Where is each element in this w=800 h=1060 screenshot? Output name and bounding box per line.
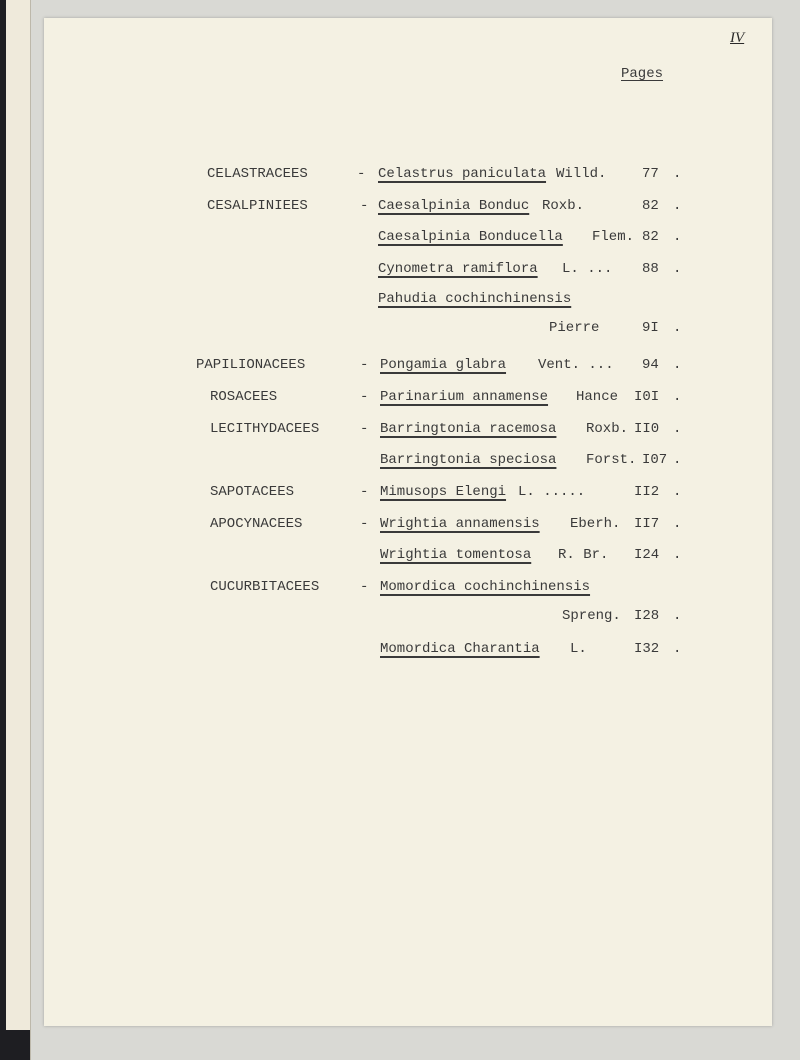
author: R. Br.: [558, 547, 609, 563]
page-ref: 82: [642, 198, 659, 214]
page-ref: II0: [634, 421, 660, 437]
dash: -: [360, 579, 369, 595]
document-page: [44, 18, 772, 1026]
page-ref: 94: [642, 357, 659, 373]
species-name: Momordica Charantia: [380, 641, 540, 657]
row-dot: .: [673, 547, 682, 563]
family-name: CELASTRACEES: [207, 166, 308, 182]
author: Flem.: [592, 229, 635, 245]
pages-column-header: Pages: [621, 66, 664, 82]
species-name: Parinarium annamense: [380, 389, 549, 405]
species-name: Barringtonia racemosa: [380, 421, 557, 437]
author: L. .....: [518, 484, 586, 500]
page-ref: II2: [634, 484, 660, 500]
species-name: Caesalpinia Bonduc: [378, 198, 530, 214]
row-dot: .: [673, 641, 682, 657]
page-ref: II7: [634, 516, 660, 532]
family-name: LECITHYDACEES: [210, 421, 320, 437]
row-dot: .: [673, 608, 682, 624]
species-name: Pahudia cochinchinensis: [378, 291, 572, 307]
family-name: CESALPINIEES: [207, 198, 308, 214]
family-name: CUCURBITACEES: [210, 579, 320, 595]
row-dot: .: [673, 421, 682, 437]
author: Pierre: [549, 320, 600, 336]
page-ref: 77: [642, 166, 659, 182]
author: Eberh.: [570, 516, 621, 532]
page-ref: I24: [634, 547, 660, 563]
row-dot: .: [673, 389, 682, 405]
species-name: Barringtonia speciosa: [380, 452, 557, 468]
family-name: ROSACEES: [210, 389, 278, 405]
dash: -: [360, 357, 369, 373]
author: Roxb.: [586, 421, 629, 437]
row-dot: .: [673, 229, 682, 245]
page-ref: I07: [642, 452, 668, 468]
species-name: Wrightia annamensis: [380, 516, 540, 532]
page-ref: 9I: [642, 320, 659, 336]
author: Spreng.: [562, 608, 621, 624]
page-ref: 88: [642, 261, 659, 277]
author: Vent. ...: [538, 357, 614, 373]
page-ref: I32: [634, 641, 660, 657]
binder-edge: [0, 0, 6, 1060]
species-name: Mimusops Elengi: [380, 484, 507, 500]
page-ref: 82: [642, 229, 659, 245]
page-number: IV: [730, 30, 745, 46]
row-dot: .: [673, 516, 682, 532]
dash: -: [360, 484, 369, 500]
author: Hance: [576, 389, 619, 405]
row-dot: .: [673, 484, 682, 500]
author: L.: [570, 641, 587, 657]
row-dot: .: [673, 357, 682, 373]
author: L. ...: [562, 261, 613, 277]
author: Willd.: [556, 166, 607, 182]
family-name: SAPOTACEES: [210, 484, 295, 500]
row-dot: .: [673, 261, 682, 277]
dash: -: [360, 198, 369, 214]
row-dot: .: [673, 320, 682, 336]
page-ref: I28: [634, 608, 660, 624]
author: Roxb.: [542, 198, 585, 214]
row-dot: .: [673, 166, 682, 182]
species-name: Celastrus paniculata: [378, 166, 547, 182]
species-name: Caesalpinia Bonducella: [378, 229, 563, 245]
species-name: Wrightia tomentosa: [380, 547, 532, 563]
binder-corner: [0, 1030, 30, 1060]
author: Forst.: [586, 452, 637, 468]
row-dot: .: [673, 452, 682, 468]
binder-strip: [0, 0, 31, 1060]
page-ref: I0I: [634, 389, 660, 405]
species-name: Cynometra ramiflora: [378, 261, 538, 277]
family-name: APOCYNACEES: [210, 516, 303, 532]
row-dot: .: [673, 198, 682, 214]
dash: -: [357, 166, 366, 182]
species-name: Momordica cochinchinensis: [380, 579, 591, 595]
family-name: PAPILIONACEES: [196, 357, 306, 373]
species-name: Pongamia glabra: [380, 357, 507, 373]
dash: -: [360, 389, 369, 405]
dash: -: [360, 421, 369, 437]
dash: -: [360, 516, 369, 532]
